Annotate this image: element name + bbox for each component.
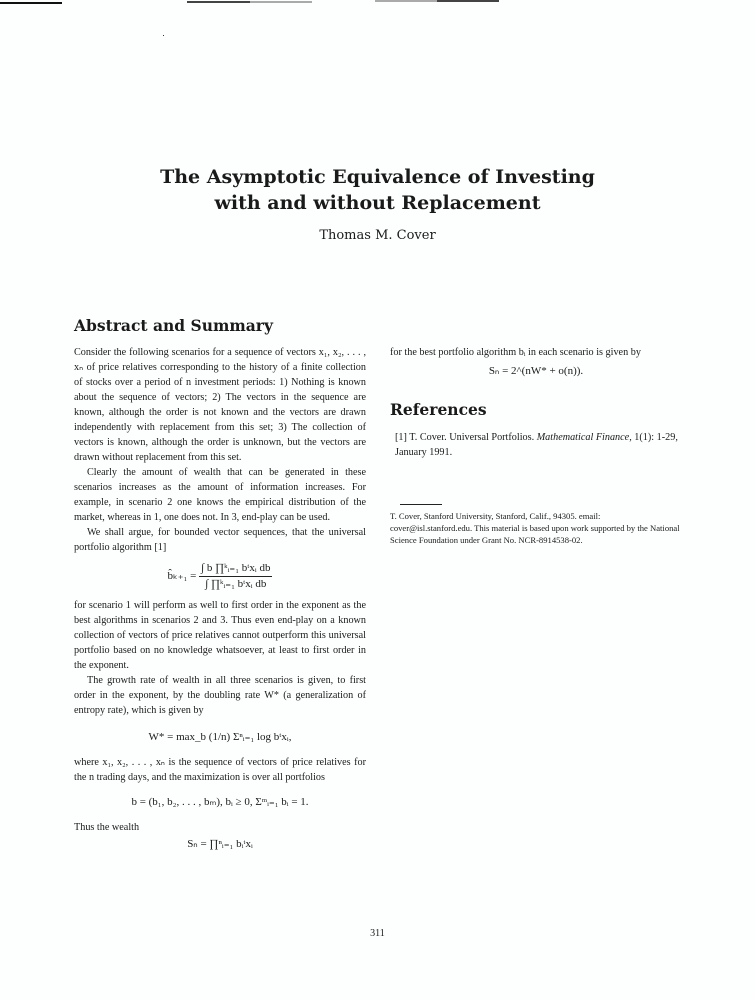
equation-universal-portfolio (74, 561, 366, 592)
reference-details: 1(1): 1-29, January 1991. (395, 432, 678, 458)
fraction-denominator: ∫ ∏ᵏᵢ₌₁ bᵗxᵢ db (205, 578, 267, 590)
footnote-rule (400, 504, 442, 505)
abstract-paragraph-5: The growth rate of wealth in all three scenarios is given, to first order in the exponent, by the doubling rate W* (a generalization of entropy rate), which is given by (74, 675, 366, 716)
abstract-heading: Abstract and Summary (74, 316, 273, 335)
scan-mark (437, 0, 499, 2)
abstract-paragraph-3: We shall argue, for bounded vector sequences, that the universal portfolio algorithm [1] (74, 527, 366, 553)
title-line-1: The Asymptotic Equivalence of Investing (160, 166, 595, 188)
reference-1 (395, 430, 685, 460)
abstract-paragraph-6: where x₁, x₂, . . . , xₙ is the sequence of vectors of price relatives for the n trading days, and the maximization is over all portfolios (74, 757, 366, 783)
abstract-paragraph-2: Clearly the amount of wealth that can be generated in these scenarios increases as the amount of information increases. For example, in scenario 2 one knows the empirical distribution of the market, whereas in 1, one does not. In 3, end-play can be used. (74, 467, 366, 523)
scan-mark (187, 1, 250, 3)
fraction (199, 561, 272, 592)
scan-mark (375, 0, 437, 2)
fraction-numerator: ∫ b ∏ᵏᵢ₌₁ bᵗxᵢ db (199, 561, 272, 577)
page-number: 311 (370, 928, 385, 939)
equation-portfolio-simplex: b = (b₁, b₂, . . . , bₘ), bᵢ ≥ 0, Σᵐᵢ₌₁ bᵢ = 1. (131, 796, 309, 808)
title-line-2: with and without Replacement (214, 192, 541, 214)
equation-wealth-growth: Sₙ = 2^(nW* + o(n)). (488, 365, 584, 377)
scan-mark (250, 1, 312, 3)
scan-mark (0, 2, 62, 4)
paper-title (0, 164, 755, 216)
abstract-paragraph-7: Thus the wealth (74, 822, 140, 833)
equation-wealth: Sₙ = ∏ⁿᵢ₌₁ bᵢᵗxᵢ (187, 838, 253, 850)
reference-text: T. Cover. Universal Portfolios. (409, 432, 535, 443)
references-heading: References (390, 400, 487, 419)
footnote: T. Cover, Stanford University, Stanford, Calif., 94305. email: cover@isl.stanford.edu. This material is based upon work supported by the National Science Foundation under Grant No. NCR-8914538-02. (390, 511, 680, 545)
reference-label: [1] (395, 432, 407, 443)
scan-dot (163, 35, 164, 36)
equation-lhs: b̂ₖ₊₁ = (167, 570, 197, 583)
equation-doubling-rate: W* = max_b (1/n) Σⁿᵢ₌₁ log bᵗxᵢ, (148, 731, 292, 743)
reference-journal: Mathematical Finance, (536, 432, 632, 443)
author: Thomas M. Cover (319, 228, 436, 243)
right-paragraph-1: for the best portfolio algorithm bᵢ in each scenario is given by (390, 347, 641, 358)
left-column (74, 345, 366, 852)
abstract-paragraph-1: Consider the following scenarios for a sequence of vectors x₁, x₂, . . . , xₙ of price relatives corresponding to the history of a finite collection of stocks over a period of n investment periods: 1) Nothing is known about the sequence of vectors; 2) The vectors in the sequence are known, although the order is not known and the vectors are drawn independently with replacement from this set; 3) The collection of vectors is known, although the order is unknown, but the vectors are drawn without replacement from this set. (74, 347, 366, 463)
right-column (390, 345, 682, 379)
abstract-paragraph-4: for scenario 1 will perform as well to first order in the exponent as the best algorithms in scenarios 2 and 3. Thus even end-play on a known collection of vectors of price relatives cannot outperform this universal portfolio based on no knowledge whatsoever, at least to first order in the exponent. (74, 600, 366, 671)
